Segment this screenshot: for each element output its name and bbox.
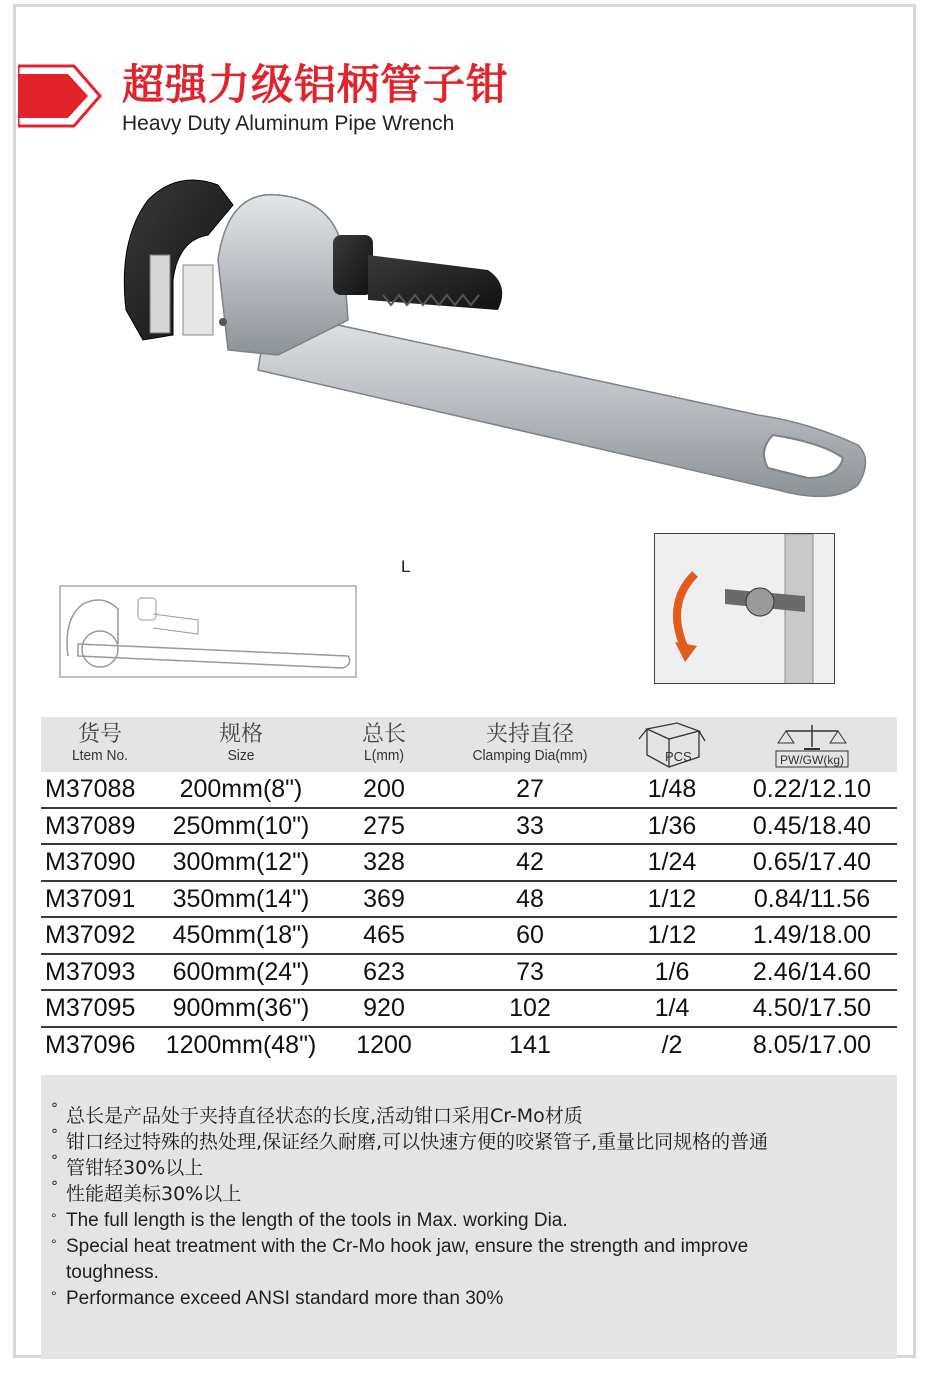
cell-pcs: 1/4: [654, 994, 690, 1022]
cell-clamping-dia: 48: [516, 884, 544, 913]
cell-clamping-dia: 141: [509, 1030, 551, 1059]
cell-clamping-dia: 27: [516, 775, 544, 803]
cell-length: 1200: [356, 1030, 412, 1059]
note-en-1: ° The full length is the length of the tools in Max. working Dia.: [51, 1210, 568, 1231]
table-row: [41, 918, 897, 955]
page-title-zh: 超强力级铝柄管子钳: [122, 60, 510, 109]
cell-item-number: M37096: [45, 1030, 136, 1059]
cell-weight: 0.22/12.10: [752, 775, 872, 803]
cell-clamping-dia: 33: [516, 811, 544, 840]
column-header-pcs: [621, 717, 723, 772]
cell-size: 1200mm(48"): [165, 1030, 317, 1059]
cell-weight: 2.46/14.60: [752, 957, 872, 986]
column-header-length: 总长 L(mm): [361, 722, 406, 764]
column-header-weight: [727, 717, 897, 772]
bullet-icon: °: [51, 1288, 57, 1304]
column-header-clamping-dia: 夹持直径 Clamping Dia(mm): [472, 722, 588, 764]
bullet-icon: °: [51, 1179, 58, 1195]
note-en-2-cont: toughness.: [66, 1262, 159, 1283]
cell-pcs: 1/36: [647, 811, 697, 840]
cell-clamping-dia: 60: [516, 921, 544, 949]
table-row: [41, 772, 897, 809]
cell-item-number: M37093: [45, 957, 136, 986]
cell-length: 369: [363, 884, 405, 913]
table-row: [41, 845, 897, 882]
cell-weight: 8.05/17.00: [752, 1030, 872, 1059]
note-zh-2: ° 钳口经过特殊的热处理,保证经久耐磨,可以快速方便的咬紧管子,重量比同规格的普通: [51, 1127, 769, 1153]
column-header-size: 规格 Size: [218, 722, 263, 764]
column-header-item-no: 货号 Ltem No.: [71, 722, 128, 764]
note-en-2: ° Special heat treatment with the Cr-Mo hook jaw, ensure the strength and improve: [51, 1236, 749, 1257]
cell-weight: 0.65/17.40: [752, 848, 872, 876]
bullet-icon: °: [51, 1127, 58, 1143]
notes-panel: [41, 1075, 897, 1359]
bullet-icon: °: [51, 1101, 58, 1117]
cell-pcs: 1/24: [647, 848, 697, 876]
cell-weight: 0.84/11.56: [753, 884, 871, 913]
page-title-en: Heavy Duty Aluminum Pipe Wrench: [122, 112, 455, 135]
cell-clamping-dia: 73: [516, 957, 544, 986]
cell-item-number: M37088: [45, 775, 136, 803]
length-label: L: [401, 557, 411, 576]
cell-size: 900mm(36"): [172, 994, 310, 1022]
cell-item-number: M37092: [45, 921, 136, 949]
cell-size: 300mm(12"): [172, 848, 310, 876]
table-row: [41, 1028, 897, 1065]
cell-item-number: M37089: [45, 811, 136, 840]
note-zh-1: ° 总长是产品处于夹持直径状态的长度,活动钳口采用Cr-Mo材质: [51, 1101, 583, 1127]
cell-pcs: /2: [661, 1030, 683, 1059]
cell-size: 200mm(8"): [179, 775, 303, 803]
bullet-icon: °: [51, 1210, 57, 1226]
cell-length: 623: [363, 957, 405, 986]
cell-clamping-dia: 42: [516, 848, 544, 876]
cell-size: 350mm(14"): [172, 884, 310, 913]
cell-item-number: M37090: [45, 848, 136, 876]
note-en-3: ° Performance exceed ANSI standard more than 30%: [51, 1288, 504, 1309]
cell-weight: 1.49/18.00: [752, 921, 872, 949]
cell-size: 600mm(24"): [172, 957, 310, 986]
table-row: [41, 882, 897, 919]
cell-size: 450mm(18"): [172, 921, 310, 949]
bullet-icon: °: [51, 1236, 57, 1252]
cell-length: 920: [363, 994, 405, 1022]
pipe-wrench-photo: [118, 160, 878, 510]
cell-weight: 4.50/17.50: [752, 994, 872, 1022]
cell-pcs: 1/6: [654, 957, 690, 986]
arrow-banner-icon: [18, 64, 104, 132]
table-row: [41, 991, 897, 1028]
cell-length: 200: [363, 775, 405, 803]
cell-item-number: M37091: [45, 884, 136, 913]
cell-length: 328: [363, 848, 405, 876]
cell-weight: 0.45/18.40: [752, 811, 872, 840]
table-body: [41, 772, 897, 1064]
cell-length: 465: [363, 921, 405, 949]
cell-pcs: 1/12: [647, 884, 697, 913]
scale-icon: [772, 721, 852, 771]
table-row: [41, 809, 897, 846]
box-icon: [637, 717, 707, 772]
table-header: [41, 717, 897, 772]
table-row: [41, 955, 897, 992]
svg-text:PW/GW(kg): PW/GW(kg): [780, 753, 844, 767]
note-zh-3: ° 管钳轻30%以上: [51, 1153, 204, 1179]
cell-clamping-dia: 102: [509, 994, 551, 1022]
cell-size: 250mm(10"): [172, 811, 310, 840]
note-zh-4: ° 性能超美标30%以上: [51, 1179, 242, 1205]
cell-pcs: 1/48: [647, 775, 697, 803]
bullet-icon: °: [51, 1153, 58, 1169]
svg-text:PCS: PCS: [665, 749, 692, 764]
dimension-diagram: [58, 584, 358, 679]
cell-length: 275: [363, 811, 405, 840]
cell-item-number: M37095: [45, 994, 136, 1022]
cell-pcs: 1/12: [647, 921, 697, 949]
specs-table: [41, 717, 897, 1064]
usage-photo: [654, 533, 835, 684]
